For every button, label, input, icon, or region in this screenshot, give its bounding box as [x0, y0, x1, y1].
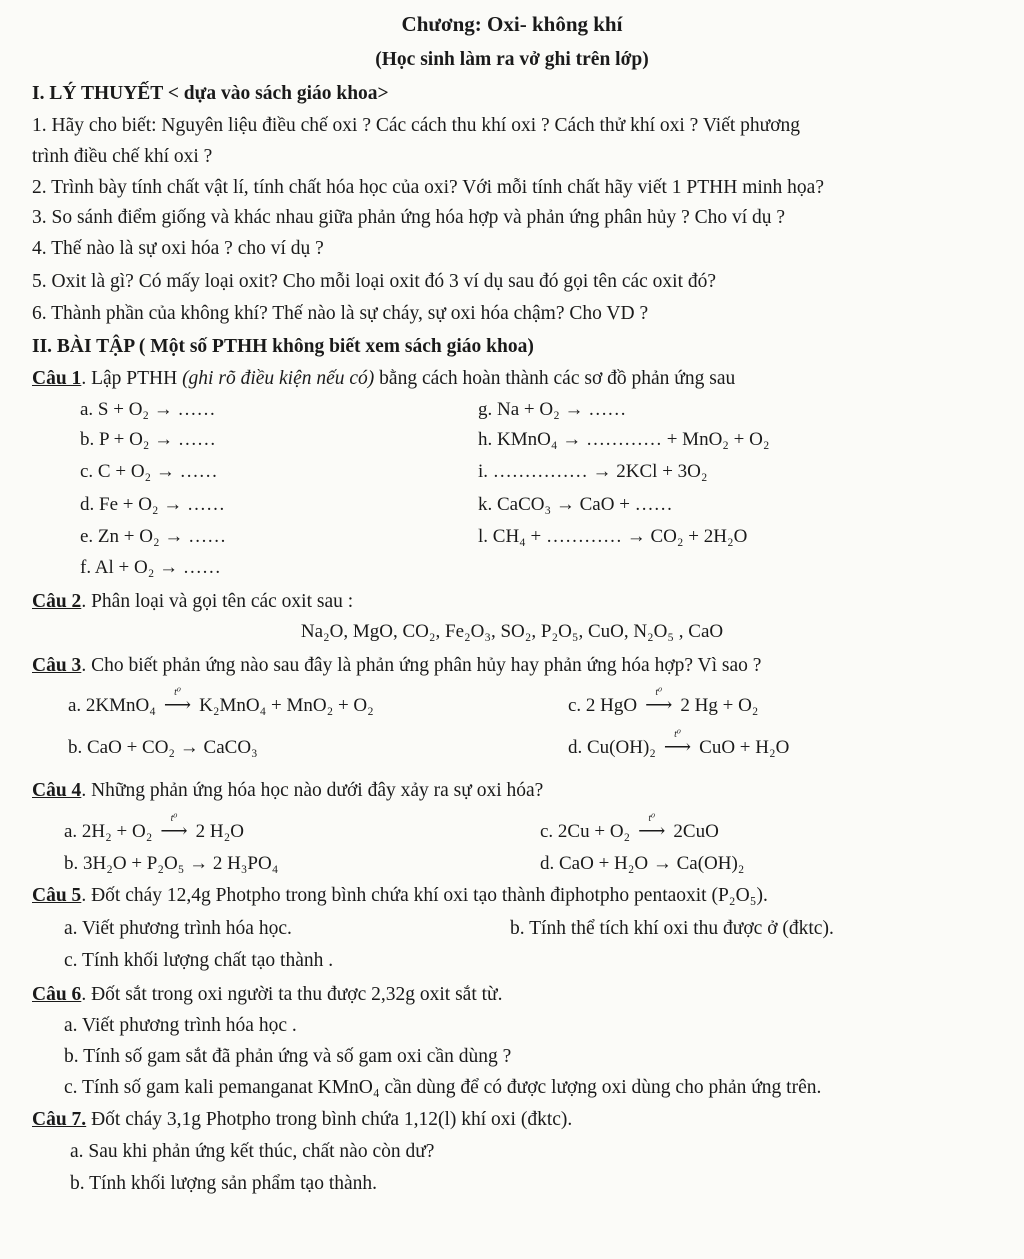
question-4-text: . Những phản ứng hóa học nào dưới đây xảy ra sự oxi hóa? [81, 780, 544, 801]
q1-item-c: c. C + O₂ → …… [80, 461, 218, 482]
question-7-label: Câu 7. [32, 1109, 87, 1130]
q3-d-condition: t⁰ [674, 729, 681, 740]
question-7 [32, 1108, 572, 1132]
page-title: Chương: Oxi- không khí [401, 12, 623, 36]
theory-q3: 3. So sánh điểm giống và khác nhau giữa phản ứng hóa hợp và phản ứng phân hủy ? Cho ví dụ ? [32, 207, 786, 228]
q7-item-b: b. Tính khối lượng sản phẩm tạo thành. [70, 1173, 378, 1194]
q4-item-b: b. 3H₂O + P₂O₅ → 2 H₃PO₄ [64, 853, 279, 874]
q3-a-condition: t⁰ [174, 687, 181, 698]
q5-item-c: c. Tính khối lượng chất tạo thành . [64, 950, 334, 971]
q4-a-arrow: t⁰ ⟶ [160, 820, 187, 844]
theory-q5: 5. Oxit là gì? Có mấy loại oxit? Cho mỗi loại oxit đó 3 ví dụ sau đó gọi tên các oxit đó? [32, 271, 717, 292]
q1-item-d: d. Fe + O₂ → …… [80, 494, 226, 515]
q4-a-condition: t⁰ [170, 813, 178, 824]
q4-item-d: d. CaO + H₂O → Ca(OH)₂ [540, 853, 745, 874]
q3-c-products: 2 Hg + O₂ [680, 695, 759, 716]
question-1-text: . Lập PTHH [81, 368, 183, 389]
q3-a-products: K₂MnO₄ + MnO₂ + O₂ [199, 695, 374, 716]
q3-item-a [68, 687, 374, 718]
q1-item-h: h. KMnO₄ → ………… + MnO₂ + O₂ [478, 429, 770, 450]
q1-item-f: f. Al + O₂ → …… [80, 557, 221, 578]
question-1-note: (ghi rõ điều kiện nếu có) [182, 368, 375, 389]
q6-item-b: b. Tính số gam sắt đã phản ứng và số gam oxi cần dùng ? [64, 1046, 512, 1067]
question-7-text: Đốt cháy 3,1g Photpho trong bình chứa 1,12(l) khí oxi (đktc). [86, 1109, 573, 1130]
q1-item-g: g. Na + O₂ → …… [478, 399, 627, 420]
question-6 [32, 983, 503, 1007]
q1-item-e: e. Zn + O₂ → …… [80, 526, 227, 547]
question-4 [32, 779, 543, 803]
exercises-heading: II. BÀI TẬP ( Một số PTHH không biết xem sách giáo khoa) [32, 336, 534, 357]
q6-item-a: a. Viết phương trình hóa học . [64, 1015, 297, 1036]
theory-q4: 4. Thế nào là sự oxi hóa ? cho ví dụ ? [32, 238, 324, 259]
q4-item-a [64, 813, 244, 844]
question-2-label: Câu 2 [32, 591, 82, 612]
q4-c-arrow: t⁰ ⟶ [638, 820, 665, 844]
q4-item-c [540, 813, 719, 844]
question-2-text: . Phân loại và gọi tên các oxit sau : [81, 591, 354, 612]
q6-item-c: c. Tính số gam kali pemanganat KMnO₄ cần dùng để có được lượng oxi dùng cho phản ứng trên. [64, 1077, 822, 1098]
q7-item-a: a. Sau khi phản ứng kết thúc, chất nào còn dư? [70, 1141, 435, 1162]
q3-d-arrow: t⁰ ⟶ [664, 736, 691, 760]
question-6-text: . Đốt sắt trong oxi người ta thu được 2,32g oxit sắt từ. [81, 984, 503, 1005]
q4-a-reactants: a. 2H₂ + O₂ [64, 821, 153, 842]
question-1-text-end: bằng cách hoàn thành các sơ đồ phản ứng sau [374, 368, 736, 389]
q4-a-products: 2 H₂O [195, 821, 244, 842]
question-4-label: Câu 4 [32, 780, 82, 801]
question-1 [32, 367, 735, 391]
theory-q1-line2: trình điều chế khí oxi ? [32, 146, 213, 167]
q1-item-k: k. CaCO₃ → CaO + …… [478, 494, 673, 515]
q3-item-d [568, 729, 790, 760]
theory-q1-line1: 1. Hãy cho biết: Nguyên liệu điều chế oxi ? Các cách thu khí oxi ? Cách thử khí oxi ? Viết phương [32, 115, 801, 136]
page-subtitle: (Học sinh làm ra vở ghi trên lớp) [375, 49, 649, 70]
q3-c-arrow: t⁰ ⟶ [645, 694, 672, 718]
q1-item-a: a. S + O₂ → …… [80, 399, 216, 420]
q1-item-i: i. …………… → 2KCl + 3O₂ [478, 461, 708, 482]
q3-d-products: CuO + H₂O [699, 737, 790, 758]
question-3-text: . Cho biết phản ứng nào sau đây là phản ứng phân hủy hay phản ứng hóa hợp? Vì sao ? [81, 655, 762, 676]
q1-item-b: b. P + O₂ → …… [80, 429, 216, 450]
question-5-label: Câu 5 [32, 885, 82, 906]
theory-q2: 2. Trình bày tính chất vật lí, tính chất hóa học của oxi? Với mỗi tính chất hãy viết 1 PTHH minh họa? [32, 177, 824, 198]
q4-c-reactants: c. 2Cu + O₂ [540, 821, 631, 842]
q1-item-l: l. CH₄ + ………… → CO₂ + 2H₂O [478, 526, 748, 547]
question-5 [32, 884, 768, 908]
q5-item-b: b. Tính thể tích khí oxi thu được ở (đktc). [510, 918, 834, 939]
q3-item-b: b. CaO + CO₂ → CaCO₃ [68, 737, 258, 758]
q4-c-products: 2CuO [673, 821, 719, 842]
q2-formula-list: Na₂O, MgO, CO₂, Fe₂O₃, SO₂, P₂O₅, CuO, N₂O₅ , CaO [300, 621, 724, 642]
q3-d-reactants: d. Cu(OH)₂ [568, 737, 656, 758]
q5-item-a: a. Viết phương trình hóa học. [64, 918, 292, 939]
q3-a-arrow: t⁰ ⟶ [164, 694, 191, 718]
question-6-label: Câu 6 [32, 984, 82, 1005]
question-3 [32, 654, 761, 678]
q3-item-c [568, 687, 759, 718]
q3-a-reactants: a. 2KMnO₄ [68, 695, 156, 716]
question-5-text: . Đốt cháy 12,4g Photpho trong bình chứa khí oxi tạo thành điphotpho pentaoxit (P₂O₅). [81, 885, 768, 906]
question-3-label: Câu 3 [32, 655, 82, 676]
q3-c-condition: t⁰ [655, 687, 663, 698]
question-2 [32, 590, 353, 614]
q3-c-reactants: c. 2 HgO [568, 695, 638, 716]
question-1-label: Câu 1 [32, 368, 82, 389]
theory-heading: I. LÝ THUYẾT < dựa vào sách giáo khoa> [32, 83, 389, 104]
theory-q6: 6. Thành phần của không khí? Thế nào là sự cháy, sự oxi hóa chậm? Cho VD ? [32, 303, 649, 324]
q4-c-condition: t⁰ [648, 813, 656, 824]
